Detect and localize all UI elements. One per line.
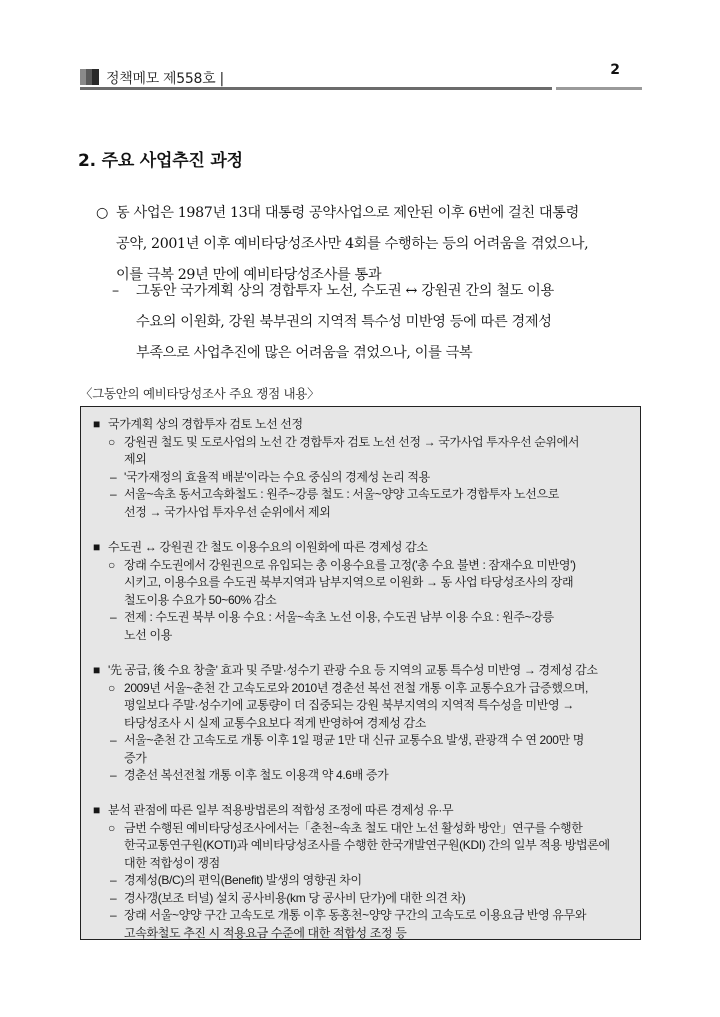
- issue-text: 시키고, 이용수요를 수도권 북부지역과 남부지역으로 이원화 → 동 사업 타당성조사의 장래: [124, 575, 574, 589]
- circle-bullet: ○: [108, 680, 115, 695]
- section-title: 2. 주요 사업추진 과정: [78, 151, 243, 171]
- issue-text: 강원권 철도 및 도로사업의 노선 간 경합투자 검토 노선 선정 → 국가사업 투자우선 순위에서: [124, 434, 580, 449]
- issue-line: [93, 732, 633, 750]
- square-bullet: ■: [93, 663, 100, 677]
- issue-heading: [93, 416, 633, 434]
- dash-bullet: –: [110, 487, 117, 501]
- issue-text: 노선 이용: [124, 627, 172, 642]
- header-rule: [80, 87, 552, 90]
- issue-text: 장래 서울~양양 구간 고속도로 개통 이후 동홍천~양양 구간의 고속도로 이용요금 반영 유무와: [124, 908, 587, 922]
- paragraph-line: 부족으로 사업추진에 많은 어려움을 겪었으나, 이를 극복: [136, 345, 473, 361]
- issue-text: '先 공급, 後 수요 창출' 효과 및 주말·성수기 관광 수요 등 지역의 교통 특수성 미반영 → 경제성 감소: [108, 663, 598, 677]
- paragraph-line: 그동안 국가계획 상의 경합투자 노선, 수도권 ↔ 강원권 간의 철도 이용: [136, 283, 554, 299]
- issue-line: [93, 697, 633, 715]
- issue-line: [93, 469, 633, 487]
- issue-text: 철도이용 수요가 50~60% 감소: [124, 592, 277, 607]
- issue-line: [93, 855, 633, 873]
- issue-text: 평일보다 주말·성수기에 교통량이 더 집중되는 강원 북부지역의 지역적 특수성을 미반영 →: [124, 698, 574, 712]
- issue-text: 경제성(B/C)의 편익(Benefit) 발생의 영향권 차이: [124, 873, 362, 887]
- issues-box: [80, 406, 641, 940]
- header-rule-end: [556, 87, 642, 90]
- issue-line: [93, 557, 633, 575]
- issue-line: [93, 627, 633, 645]
- issue-line: [93, 715, 633, 733]
- issue-text: '국가재정의 효율적 배분'이라는 수요 중심의 경제성 논리 적용: [124, 469, 430, 484]
- issue-text: 금번 수행된 예비타당성조사에서는「춘천~속초 철도 대안 노선 활성화 방안」연구를 수행한: [124, 820, 583, 835]
- header-color-blocks: [80, 69, 99, 85]
- square-bullet: ■: [93, 417, 100, 431]
- issue-line: [93, 574, 633, 592]
- issue-text: 한국교통연구원(KOTI)과 예비타당성조사를 수행한 한국개발연구원(KDI) 간의 일부 적용 방법론에: [124, 838, 610, 852]
- issue-line: [93, 890, 633, 908]
- issue-text: 전제 : 수도권 북부 이용 수요 : 서울~속초 노선 이용, 수도권 남부 이용 수요 : 원주~강릉: [124, 610, 554, 624]
- page-number: 2: [610, 62, 620, 78]
- page-header: [80, 60, 642, 94]
- issue-heading: [93, 662, 633, 680]
- issue-text: 선정 → 국가사업 투자우선 순위에서 제외: [124, 504, 331, 519]
- issue-heading: [93, 539, 633, 557]
- dash-bullet: –: [110, 908, 117, 922]
- dash-bullet: –: [110, 768, 117, 782]
- issue-line: [93, 592, 633, 610]
- issue-line: [93, 486, 633, 504]
- issue-group: [93, 662, 633, 785]
- paragraph-line: 공약, 2001년 이후 예비타당성조사만 4회를 수행하는 등의 어려움을 겪었으나,: [116, 236, 589, 252]
- issue-text: 서울~춘천 간 고속도로 개통 이후 1일 평균 1만 대 신규 교통수요 발생, 관광객 수 연 200만 명: [124, 733, 584, 747]
- issue-text: 장래 수도권에서 강원권으로 유입되는 총 이용수요를 고정('총 수요 불변 : 잠재수요 미반영'): [124, 557, 576, 572]
- issue-group: [93, 802, 633, 942]
- issue-text: 증가: [124, 750, 147, 765]
- issue-text: 2009년 서울~춘천 간 고속도로와 2010년 경춘선 복선 전철 개통 이후 교통수요가 급증했으며,: [124, 680, 589, 695]
- issue-line: [93, 609, 633, 627]
- dash-bullet: –: [112, 283, 119, 299]
- dash-bullet: –: [110, 890, 117, 905]
- issue-text: 타당성조사 시 실제 교통수요보다 적게 반영하여 경제성 감소: [124, 715, 426, 730]
- issue-line: [93, 750, 633, 768]
- header-block: [92, 69, 99, 85]
- issue-line: [93, 451, 633, 469]
- issue-heading: [93, 802, 633, 820]
- issue-line: [93, 925, 633, 943]
- issue-line: [93, 434, 633, 452]
- issue-line: [93, 680, 633, 698]
- issue-text: 수도권 ↔ 강원권 간 철도 이용수요의 이원화에 따른 경제성 감소: [108, 540, 428, 554]
- issue-line: [93, 820, 633, 838]
- issue-text: 분석 관점에 따른 일부 적용방법론의 적합성 조정에 따른 경제성 유·무: [108, 803, 454, 817]
- issue-text: 고속화철도 추진 시 적용요금 수준에 대한 적합성 조정 등: [124, 925, 407, 940]
- circle-bullet: ○: [108, 434, 115, 449]
- circle-bullet: ○: [108, 820, 115, 835]
- circle-bullet: ○: [108, 557, 115, 572]
- dash-bullet: –: [110, 873, 117, 887]
- issue-line: [93, 504, 633, 522]
- issue-line: [93, 767, 633, 785]
- issue-line: [93, 837, 633, 855]
- publication-title: 정책메모 제558호 |: [106, 71, 224, 87]
- issue-text: 제외: [124, 452, 147, 466]
- paragraph-line: 동 사업은 1987년 13대 대통령 공약사업으로 제안된 이후 6번에 걸친 대통령: [116, 205, 579, 221]
- paragraph-line: 수요의 이원화, 강원 북부권의 지역적 특수성 미반영 등에 따른 경제성: [136, 314, 552, 330]
- dash-bullet: –: [110, 610, 117, 624]
- box-caption: 〈그동안의 예비타당성조사 주요 쟁점 내용〉: [80, 386, 320, 401]
- issue-group: [93, 416, 633, 521]
- dash-bullet: –: [110, 469, 117, 484]
- paragraph-line: 이를 극복 29년 만에 예비타당성조사를 통과: [116, 267, 382, 283]
- issue-text: 경사갱(보조 터널) 설치 공사비용(km 당 공사비 단가)에 대한 의견 차): [124, 890, 466, 905]
- dash-bullet: –: [110, 733, 117, 747]
- issue-text: 대한 적합성이 쟁점: [124, 855, 220, 870]
- issue-text: 서울~속초 동서고속화철도 : 원주~강릉 철도 : 서울~양양 고속도로가 경합투자 노선으로: [124, 487, 560, 501]
- issue-line: [93, 872, 633, 890]
- issue-line: [93, 907, 633, 925]
- square-bullet: ■: [93, 803, 100, 817]
- sub-paragraph-text: [136, 276, 644, 369]
- issue-text: 국가계획 상의 경합투자 검토 노선 선정: [108, 417, 303, 431]
- square-bullet: ■: [93, 540, 100, 554]
- issue-group: [93, 539, 633, 644]
- circle-bullet: ○: [96, 205, 109, 221]
- issue-text: 경춘선 복선전철 개통 이후 철도 이용객 약 4.6배 증가: [124, 768, 389, 782]
